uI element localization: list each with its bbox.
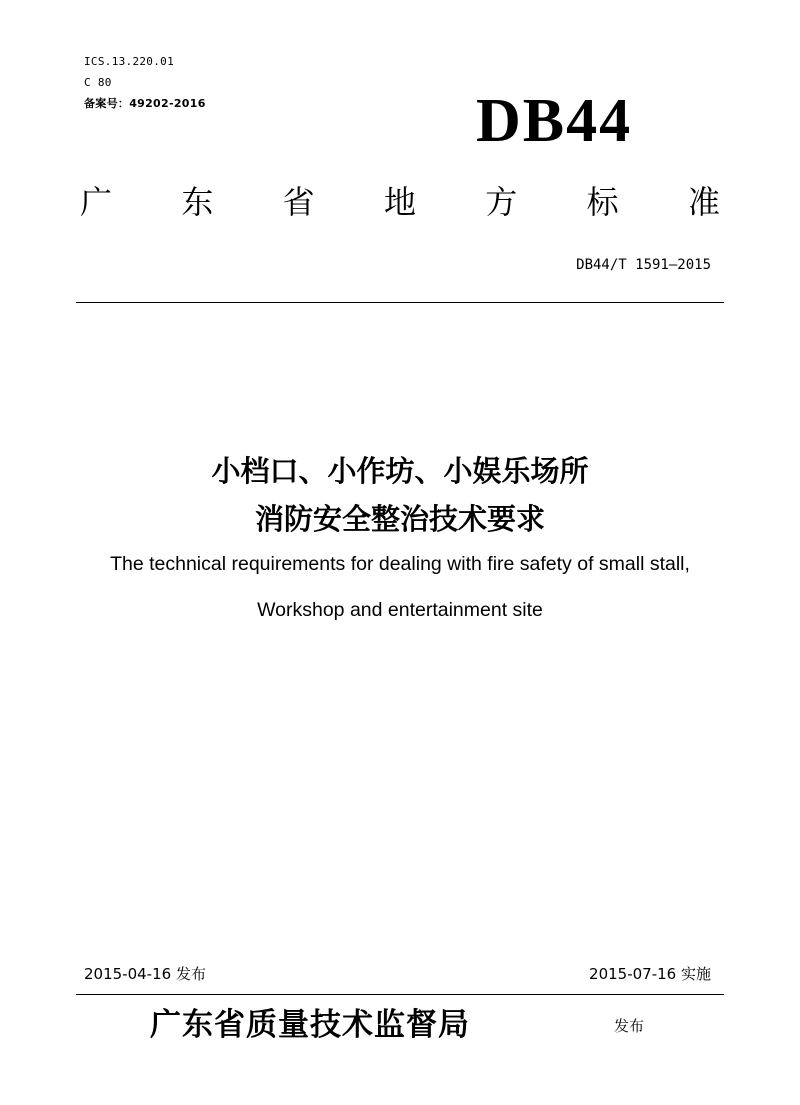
issue-date: 2015-04-16 发布 xyxy=(84,965,206,983)
standard-type-char: 东 xyxy=(181,183,214,221)
standard-type-char: 广 xyxy=(79,183,112,221)
standard-type-char: 标 xyxy=(586,183,619,221)
implementation-date: 2015-07-16 实施 xyxy=(589,965,711,983)
title-english-line-2: Workshop and entertainment site xyxy=(257,599,543,621)
footer-divider xyxy=(76,994,724,995)
header-divider xyxy=(76,302,724,303)
standard-type-char: 省 xyxy=(282,183,315,221)
standard-code-logo: DB44 xyxy=(476,87,633,155)
standard-type-char: 准 xyxy=(687,183,720,221)
issuing-authority-suffix: 发布 xyxy=(614,1017,645,1035)
record-number: 备案号：49202-2016 xyxy=(84,97,206,110)
standard-number: DB44/T 1591—2015 xyxy=(576,257,711,273)
standard-type-char: 地 xyxy=(383,183,416,221)
title-english-line-1: The technical requirements for dealing with fire safety of small stall, xyxy=(110,553,690,575)
title-chinese-line-2: 消防安全整治技术要求 xyxy=(254,502,545,536)
title-chinese-line-1: 小档口、小作坊、小娱乐场所 xyxy=(211,454,589,488)
issuing-authority: 广东省质量技术监督局 xyxy=(150,1007,470,1043)
ics-code: ICS.13.220.01 xyxy=(84,55,174,68)
standard-type-char: 方 xyxy=(485,183,518,221)
ccs-code: C 80 xyxy=(84,76,112,89)
standard-type-heading xyxy=(76,178,724,222)
